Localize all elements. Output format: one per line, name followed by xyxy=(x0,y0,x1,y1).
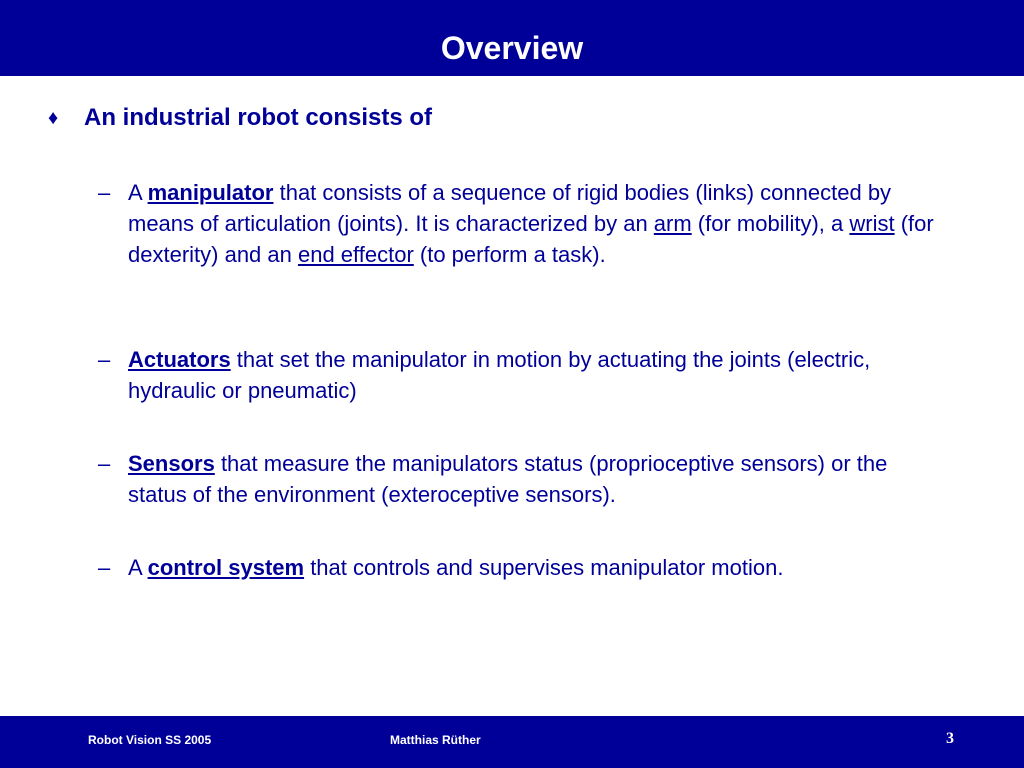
sub-item-sensors xyxy=(98,448,938,510)
description-text: that consists of a sequence of rigid bodies (links) connected by means of articulation (joints). It is characterized by an xyxy=(128,180,892,236)
keyword-sensors: Sensors xyxy=(128,451,215,476)
main-bullet xyxy=(48,100,432,136)
sub-item-text xyxy=(128,552,938,583)
slide-title: Overview xyxy=(440,30,584,66)
sub-item-control-system xyxy=(98,552,938,583)
footer-author: Matthias Rüther xyxy=(390,733,481,747)
keyword-control-system: control system xyxy=(147,555,305,580)
description-text: (to perform a task). xyxy=(413,242,606,267)
term-end-effector: end effector xyxy=(297,242,414,267)
footer-course: Robot Vision SS 2005 xyxy=(88,733,212,747)
page-number: 3 xyxy=(946,730,954,747)
sub-item-text xyxy=(128,448,938,510)
diamond-bullet-icon: ♦ xyxy=(48,106,59,129)
lead-text: A xyxy=(128,180,148,205)
sub-item-manipulator xyxy=(98,177,938,270)
description-text: (for mobility), a xyxy=(691,211,850,236)
dash-bullet-icon: – xyxy=(98,451,111,476)
term-arm: arm xyxy=(653,211,692,236)
slide-footer xyxy=(0,716,1024,768)
keyword-actuators: Actuators xyxy=(128,347,231,372)
description-text: that controls and supervises manipulator motion. xyxy=(304,555,784,580)
sub-item-text xyxy=(128,177,938,270)
sub-item-text xyxy=(128,344,938,406)
dash-bullet-icon: – xyxy=(98,555,111,580)
lead-text: A xyxy=(128,555,148,580)
description-text: that measure the manipulators status (proprioceptive sensors) or the status of the environment (exteroceptive sensors). xyxy=(128,451,888,507)
sub-item-actuators xyxy=(98,344,938,406)
main-bullet-text: An industrial robot consists of xyxy=(84,104,433,131)
description-text: that set the manipulator in motion by actuating the joints (electric, hydraulic or pneumatic) xyxy=(128,347,871,403)
description-text: (for dexterity) and an xyxy=(128,211,934,267)
dash-bullet-icon: – xyxy=(98,180,111,205)
term-wrist: wrist xyxy=(849,211,895,236)
dash-bullet-icon: – xyxy=(98,347,111,372)
keyword-manipulator: manipulator xyxy=(147,180,274,205)
